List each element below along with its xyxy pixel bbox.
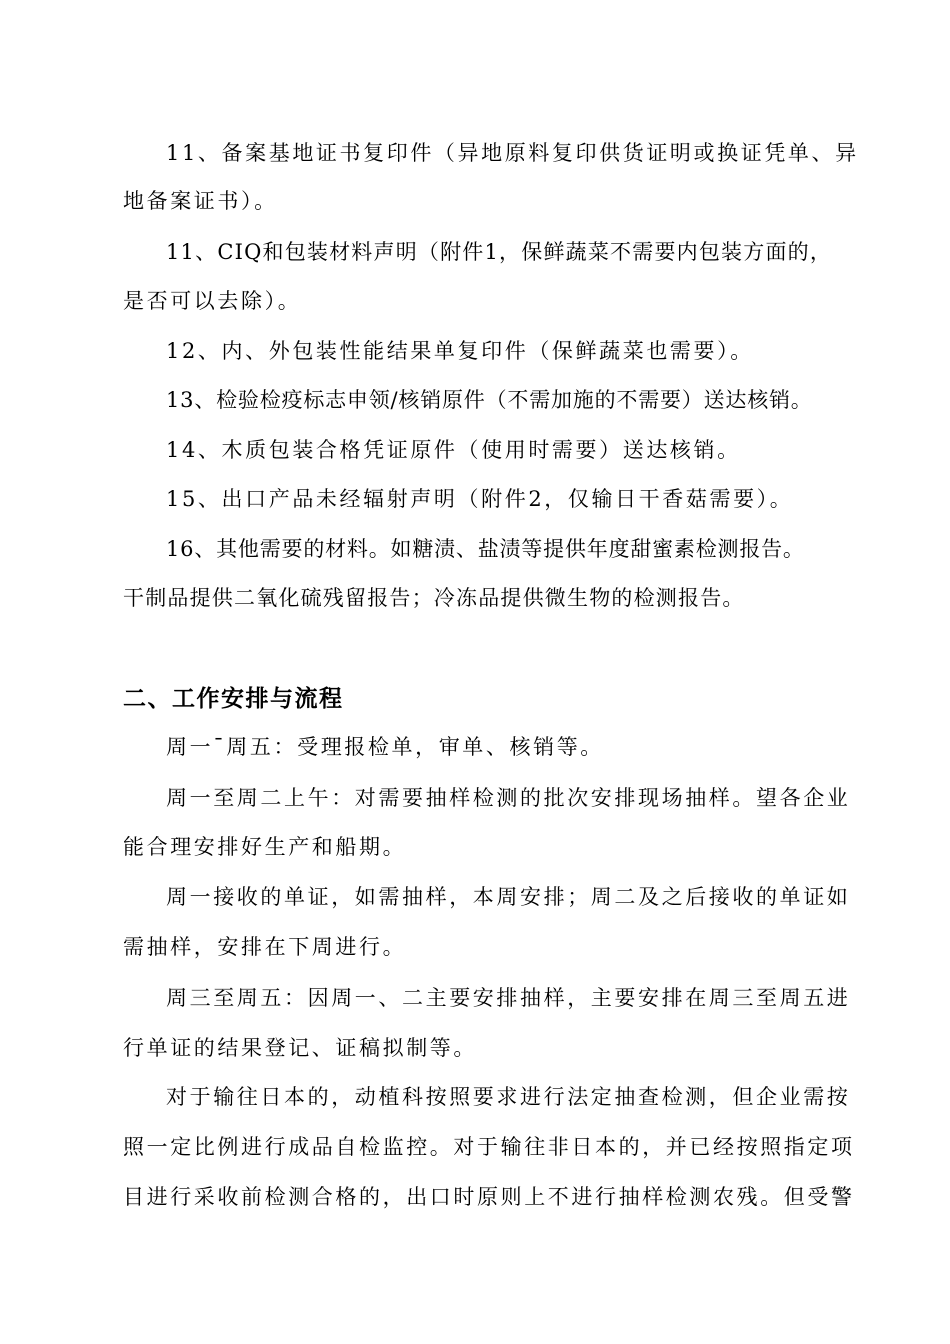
item-11b-line-1: 11、CIQ和包装材料声明（附件1，保鲜蔬菜不需要内包装方面的， xyxy=(166,240,833,264)
schedule-para-3-line-2: 需抽样，安排在下周进行。 xyxy=(123,935,407,959)
item-16-line-2: 干制品提供二氧化硫残留报告；冷冻品提供微生物的检测报告。 xyxy=(123,586,745,610)
schedule-para-4-line-1: 周三至周五：因周一、二主要安排抽样，主要安排在周三至周五进 xyxy=(166,986,851,1010)
schedule-para-1-line-1: 周一¯周五：受理报检单，审单、核销等。 xyxy=(166,735,604,759)
item-16-line-1: 16、其他需要的材料。如糖渍、盐渍等提供年度甜蜜素检测报告。 xyxy=(166,537,805,561)
item-14-line: 14、木质包装合格凭证原件（使用时需要）送达核销。 xyxy=(166,438,741,462)
item-13-line: 13、检验检疫标志申领/核销原件（不需加施的不需要）送达核销。 xyxy=(166,388,813,412)
item-11b-line-2: 是否可以去除）。 xyxy=(123,289,302,313)
item-11a-line-1: 11、备案基地证书复印件（异地原料复印供货证明或换证凭单、异 xyxy=(166,141,859,165)
schedule-para-5-line-1: 对于输往日本的，动植科按照要求进行法定抽查检测，但企业需按 xyxy=(166,1085,851,1109)
item-11a-line-2: 地备案证书）。 xyxy=(123,189,278,213)
schedule-para-2-line-1: 周一至周二上午：对需要抽样检测的批次安排现场抽样。望各企业 xyxy=(166,786,851,810)
item-12-line: 12、内、外包装性能结果单复印件（保鲜蔬菜也需要）。 xyxy=(166,339,754,363)
schedule-para-5-line-2: 照一定比例进行成品自检监控。对于输往非日本的，并已经按照指定项 xyxy=(123,1135,855,1159)
schedule-para-2-line-2: 能合理安排好生产和船期。 xyxy=(123,835,407,859)
section-heading: 二、工作安排与流程 xyxy=(123,686,344,712)
schedule-para-5-line-3: 目进行采收前检测合格的，出口时原则上不进行抽样检测农残。但受警 xyxy=(123,1185,855,1209)
item-15-line: 15、出口产品未经辐射声明（附件2，仅输日干香菇需要）。 xyxy=(166,487,794,511)
schedule-para-3-line-1: 周一接收的单证，如需抽样，本周安排；周二及之后接收的单证如 xyxy=(166,885,851,909)
schedule-para-4-line-2: 行单证的结果登记、证稿拟制等。 xyxy=(123,1036,477,1060)
